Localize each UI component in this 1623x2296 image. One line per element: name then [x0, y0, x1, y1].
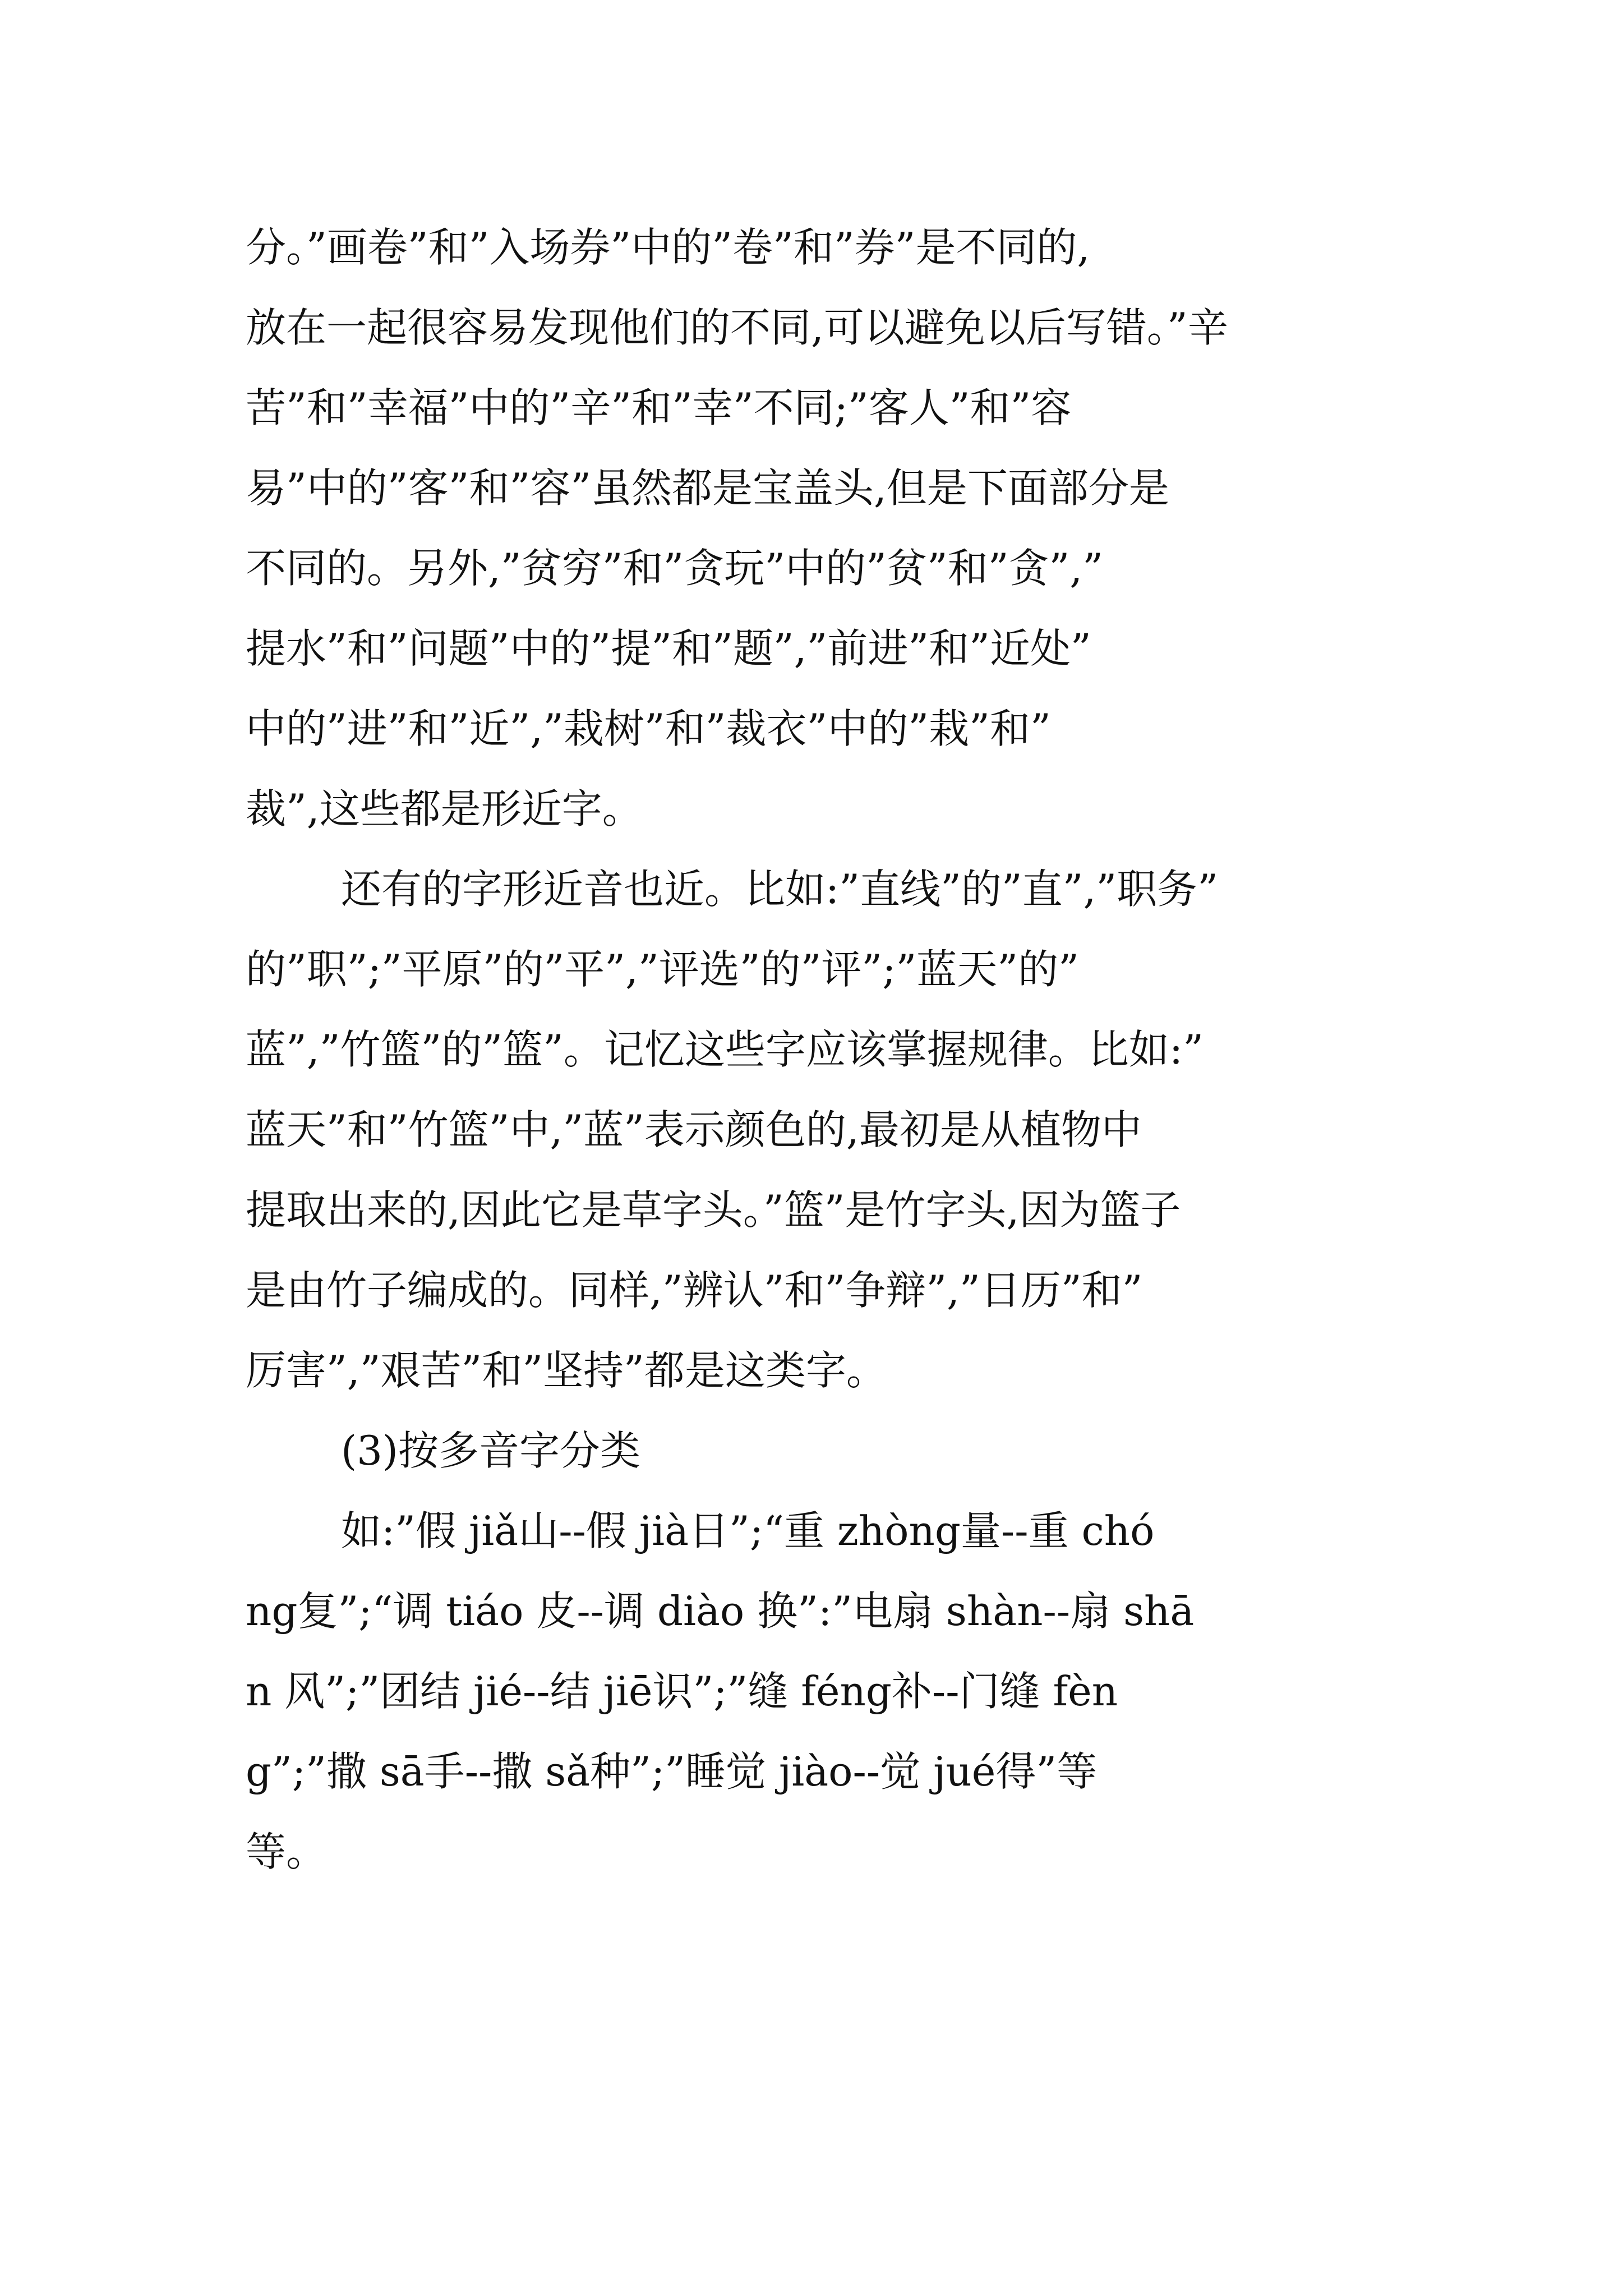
text-line: 分。”画卷”和”入场券”中的”卷”和”券”是不同的, [246, 224, 1090, 271]
text-line: 易”中的”客”和”容”虽然都是宝盖头,但是下面部分是 [246, 464, 1169, 512]
text-line: 提水”和”问题”中的”提”和”题”,”前进”和”近处” [246, 625, 1091, 672]
text-line: g”;”撒 sā手--撒 sǎ种”;”睡觉 jiào--觉 jué得”等 [246, 1748, 1098, 1795]
text-line: 中的”进”和”近”,”栽树”和”裁衣”中的”栽”和” [246, 705, 1051, 752]
text-line: 等。 [246, 1828, 327, 1875]
text-line: ng复”;“调 tiáo 皮--调 diào 换”:”电扇 shàn--扇 shā [246, 1588, 1195, 1635]
text-line: 的”职”;”平原”的”平”,”评选”的”评”;”蓝天”的” [246, 946, 1079, 993]
text-line: 不同的。另外,”贫穷”和”贪玩”中的”贫”和”贪”,” [246, 545, 1104, 592]
document-body [246, 208, 1390, 1892]
text-line: 苦”和”幸福”中的”辛”和”幸”不同;”客人”和”容 [246, 384, 1072, 431]
text-line: 厉害”,”艰苦”和”坚持”都是这类字。 [246, 1347, 887, 1394]
text-line: 裁”,这些都是形近字。 [246, 785, 643, 832]
text-line: 是由竹子编成的。同样,”辨认”和”争辩”,”日历”和” [246, 1267, 1143, 1314]
text-line: 提取出来的,因此它是草字头。”篮”是竹字头,因为篮子 [246, 1186, 1181, 1234]
text-line: 蓝天”和”竹篮”中,”蓝”表示颜色的,最初是从植物中 [246, 1106, 1142, 1153]
paragraph-start-line: 还有的字形近音也近。比如:”直线”的”直”,”职务” [341, 866, 1218, 913]
section-heading: (3)按多音字分类 [341, 1427, 640, 1474]
text-line: n 风”;”团结 jié--结 jiē识”;”缝 féng补--门缝 fèn [246, 1668, 1118, 1715]
text-line: 放在一起很容易发现他们的不同,可以避免以后写错。”辛 [246, 304, 1228, 351]
paragraph-start-line: 如:”假 jiǎ山--假 jià日”;“重 zhòng量--重 chó [341, 1507, 1155, 1554]
text-line: 蓝”,”竹篮”的”篮”。记忆这些字应该掌握规律。比如:” [246, 1026, 1204, 1073]
